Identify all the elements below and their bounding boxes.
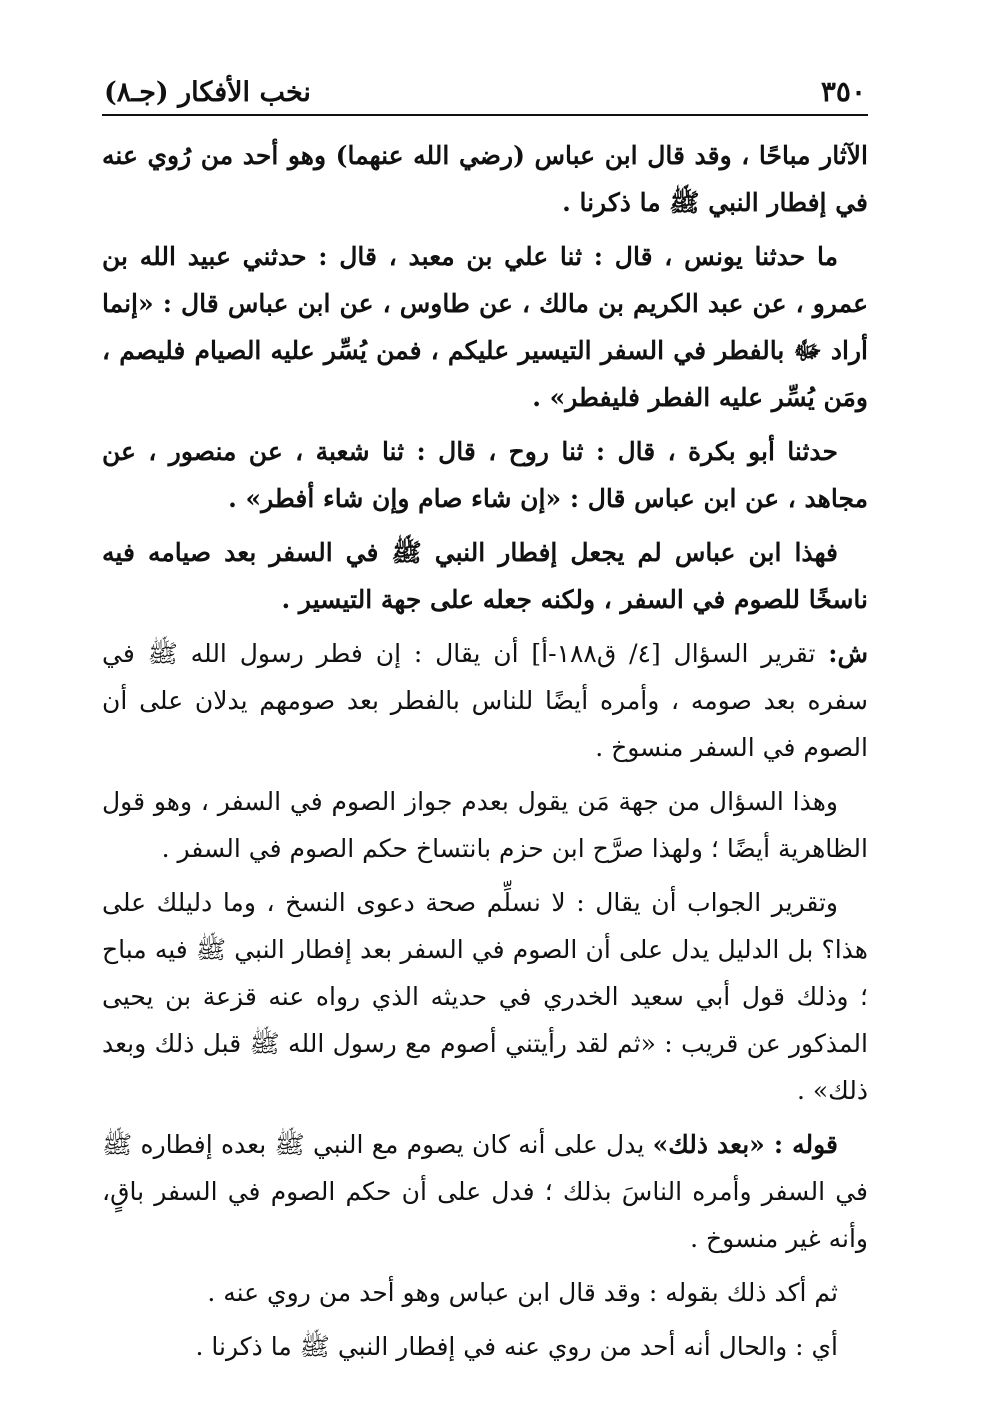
page-body — [102, 132, 868, 1370]
paragraph-1-text: الآثار مباحًا ، وقد قال ابن عباس (رضي الله عنهما) وهو أحد من رُوي عنه في إفطار النبي ﷺ ما ذكرنا . — [102, 141, 868, 217]
paragraph-10 — [102, 1323, 868, 1370]
paragraph-6-text: وهذا السؤال من جهة مَن يقول بعدم جواز الصوم في السفر ، وهو قول الظاهرية أيضًا ؛ ولهذا صرَّح ابن حزم بانتساخ حكم الصوم في السفر . — [102, 787, 868, 863]
running-header — [102, 62, 868, 116]
paragraph-4-text: فهذا ابن عباس لم يجعل إفطار النبي ﷺ في السفر بعد صيامه فيه ناسخًا للصوم في السفر ، ولكنه جعله على جهة التيسير . — [102, 538, 868, 614]
paragraph-7-text: وتقرير الجواب أن يقال : لا نسلِّم صحة دعوى النسخ ، وما دليلك على هذا؟ بل الدليل يدل على أن الصوم في السفر بعد إفطار النبي ﷺ فيه مباح ؛ وذلك قول أبي سعيد الخدري في حديثه الذي رواه عنه قزعة بن يحيى المذكور عن قريب : «ثم لقد رأيتني أصوم مع رسول الله ﷺ قبل ذلك وبعد ذلك» . — [102, 888, 868, 1105]
book-title: نخب الأفكار (جـ٨) — [104, 77, 311, 108]
paragraph-1 — [102, 132, 868, 226]
paragraph-9-text: ثم أكد ذلك بقوله : وقد قال ابن عباس وهو أحد من روي عنه . — [207, 1278, 838, 1307]
page-number: ٣٥٠ — [820, 75, 866, 108]
paragraph-4 — [102, 529, 868, 623]
paragraph-5-lead: ش: — [828, 639, 868, 668]
paragraph-5-text: تقرير السؤال [٤/ ق١٨٨-أ] أن يقال : إن فطر رسول الله ﷺ في سفره بعد صومه ، وأمره أيضًا للناس بالفطر بعد صومهم يدلان على أن الصوم في السفر منسوخ . — [102, 639, 868, 762]
paragraph-8-lead: قوله : «بعد ذلك» — [652, 1130, 838, 1159]
paragraph-10-text: أي : والحال أنه أحد من روي عنه في إفطار النبي ﷺ ما ذكرنا . — [195, 1332, 838, 1361]
paragraph-3 — [102, 428, 868, 522]
paragraph-6 — [102, 778, 868, 872]
paragraph-8-text: يدل على أنه كان يصوم مع النبي ﷺ بعده إفطاره ﷺ في السفر وأمره الناسَ بذلك ؛ فدل على أن حكم الصوم في السفر باقٍ، وأنه غير منسوخ . — [102, 1130, 868, 1253]
paragraph-8 — [102, 1121, 868, 1262]
paragraph-2 — [102, 233, 868, 421]
paragraph-9 — [102, 1269, 868, 1316]
paragraph-5 — [102, 630, 868, 771]
paragraph-2-text: ما حدثنا يونس ، قال : ثنا علي بن معبد ، قال : حدثني عبيد الله بن عمرو ، عن عبد الكريم بن مالك ، عن طاوس ، عن ابن عباس قال : «إنما أراد ﷻ بالفطر في السفر التيسير عليكم ، فمن يُسِّر عليه الصيام فليصم ، ومَن يُسِّر عليه الفطر فليفطر» . — [102, 242, 868, 412]
paragraph-7 — [102, 879, 868, 1114]
paragraph-3-text: حدثنا أبو بكرة ، قال : ثنا روح ، قال : ثنا شعبة ، عن منصور ، عن مجاهد ، عن ابن عباس قال : «إن شاء صام وإن شاء أفطر» . — [102, 437, 868, 513]
